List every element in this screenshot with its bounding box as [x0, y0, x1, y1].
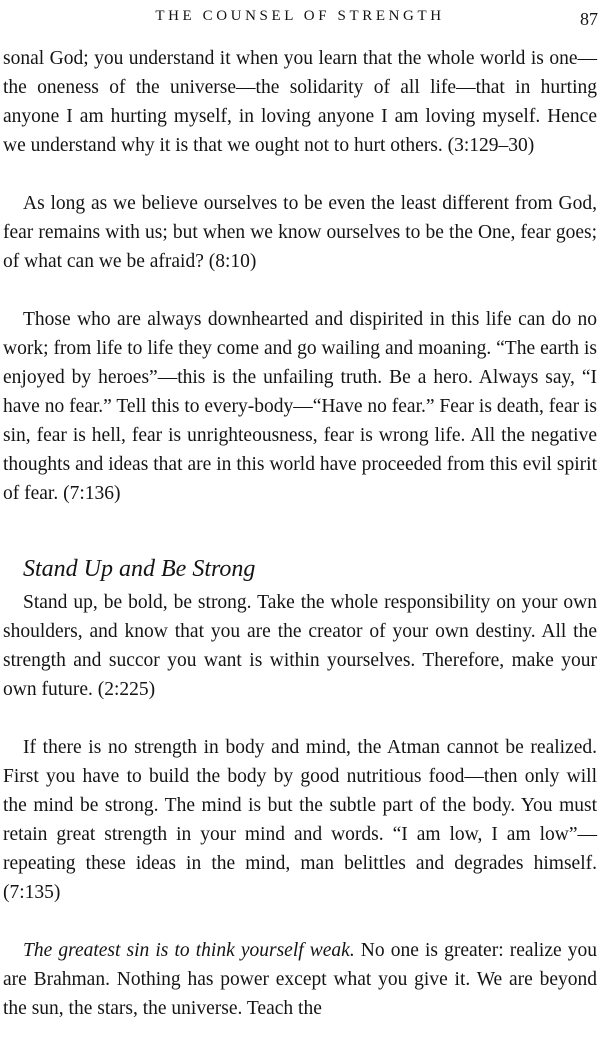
paragraph-stand-up: Stand up, be bold, be strong. Take the whole responsibility on your own shoulders, and know that you are the creator of your own destiny. All the strength and succor you want is within yourselves. Therefore, make your own future. (2:225): [3, 592, 597, 700]
page-number: 87: [580, 9, 598, 29]
paragraph-text: No one is greater: realize you are Brahman. Nothing has power except what you give it. We are beyond the sun, the stars, the universe. Teach the: [3, 940, 597, 1019]
paragraph-greatest-sin: [3, 936, 597, 1023]
paragraph-strength-body-mind: If there is no strength in body and mind, the Atman cannot be realized. First you have to build the body by good nutritious food—then only will the mind be strong. The mind is but the subtle part of the body. You must retain great strength in your mind and words. “I am low, I am low”—repeating these ideas in the mind, man belittles and degrades himself. (7:135): [3, 737, 597, 903]
paragraph-be-a-hero: Those who are always downhearted and dispirited in this life can do no work; from life to life they come and go wailing and moaning. “The earth is enjoyed by heroes”—this is the unfailing truth. Be a hero. Always say, “I have no fear.” Tell this to every-body—“Have no fear.” Fear is death, fear is sin, fear is hell, fear is unrighteousness, fear is wrong life. All the negative thoughts and ideas that are in this world have proceeded from this evil spirit of fear. (7:136): [3, 309, 597, 504]
emphasized-text: The greatest sin is to think yourself weak.: [23, 940, 355, 961]
running-head: [0, 2, 600, 32]
section-heading: Stand Up and Be Strong: [23, 556, 256, 582]
running-title: THE COUNSEL OF STRENGTH: [155, 8, 445, 24]
paragraph-continuation: sonal God; you understand it when you learn that the whole world is one—the oneness of the universe—the solidarity of all life—that in hurting anyone I am hurting myself, in loving anyone I am loving myself. Hence we understand why it is that we ought not to hurt others. (3:129–30): [3, 48, 597, 156]
page-body: [3, 44, 597, 1023]
paragraph-fear-and-god: As long as we believe ourselves to be even the least different from God, fear remains with us; but when we know ourselves to be the One, fear goes; of what can we be afraid? (8:10): [3, 193, 597, 272]
